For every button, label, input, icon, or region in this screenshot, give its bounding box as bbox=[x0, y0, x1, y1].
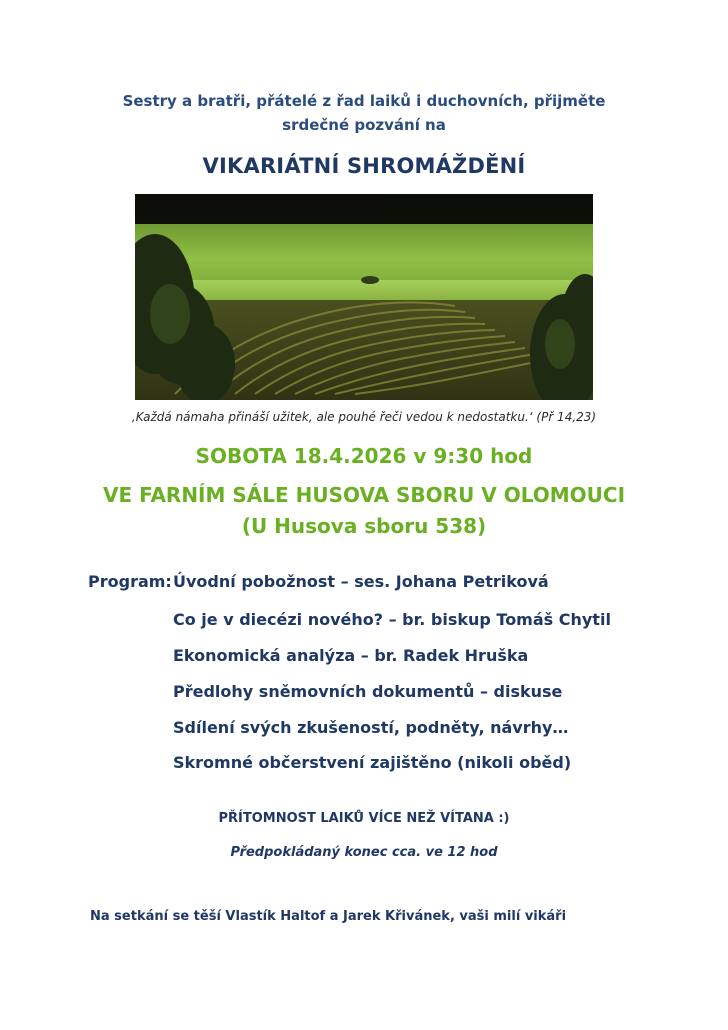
expected-end-note: Předpokládaný konec cca. ve 12 hod bbox=[230, 845, 498, 860]
event-date: SOBOTA 18.4.2026 v 9:30 hod bbox=[195, 444, 533, 468]
page-title: VIKARIÁTNÍ SHROMÁŽDĚNÍ bbox=[202, 154, 526, 178]
program-item: Sdílení svých zkušeností, podněty, návrhy… bbox=[173, 718, 569, 737]
program-label: Program: bbox=[88, 572, 172, 591]
closing-signature: Na setkání se těší Vlastík Haltof a Jarek Křivánek, vaši milí vikáři bbox=[90, 909, 567, 924]
intro-line-1: Sestry a bratři, přátelé z řad laiků i duchovních, přijměte bbox=[122, 92, 606, 110]
event-venue: VE FARNÍM SÁLE HUSOVA SBORU V OLOMOUCI bbox=[102, 483, 626, 507]
program-item: Úvodní pobožnost – ses. Johana Petriková bbox=[173, 572, 549, 591]
program-item: Ekonomická analýza – br. Radek Hruška bbox=[173, 646, 529, 665]
intro-line-2: srdečné pozvání na bbox=[282, 116, 446, 134]
program-item: Předlohy sněmovních dokumentů – diskuse bbox=[173, 682, 563, 701]
field-photo bbox=[135, 194, 593, 400]
bible-quote: ‚Každá námaha přináší užitek, ale pouhé řeči vedou k nedostatku.‘ (Př 14,23) bbox=[131, 410, 597, 424]
program-item: Skromné občerstvení zajištěno (nikoli oběd) bbox=[173, 753, 572, 772]
event-address: (U Husova sboru 538) bbox=[241, 514, 487, 538]
laity-welcome-note: PŘÍTOMNOST LAIKŮ VÍCE NEŽ VÍTANA :) bbox=[218, 811, 510, 826]
program-item: Co je v diecézi nového? – br. biskup Tomáš Chytil bbox=[173, 610, 611, 629]
